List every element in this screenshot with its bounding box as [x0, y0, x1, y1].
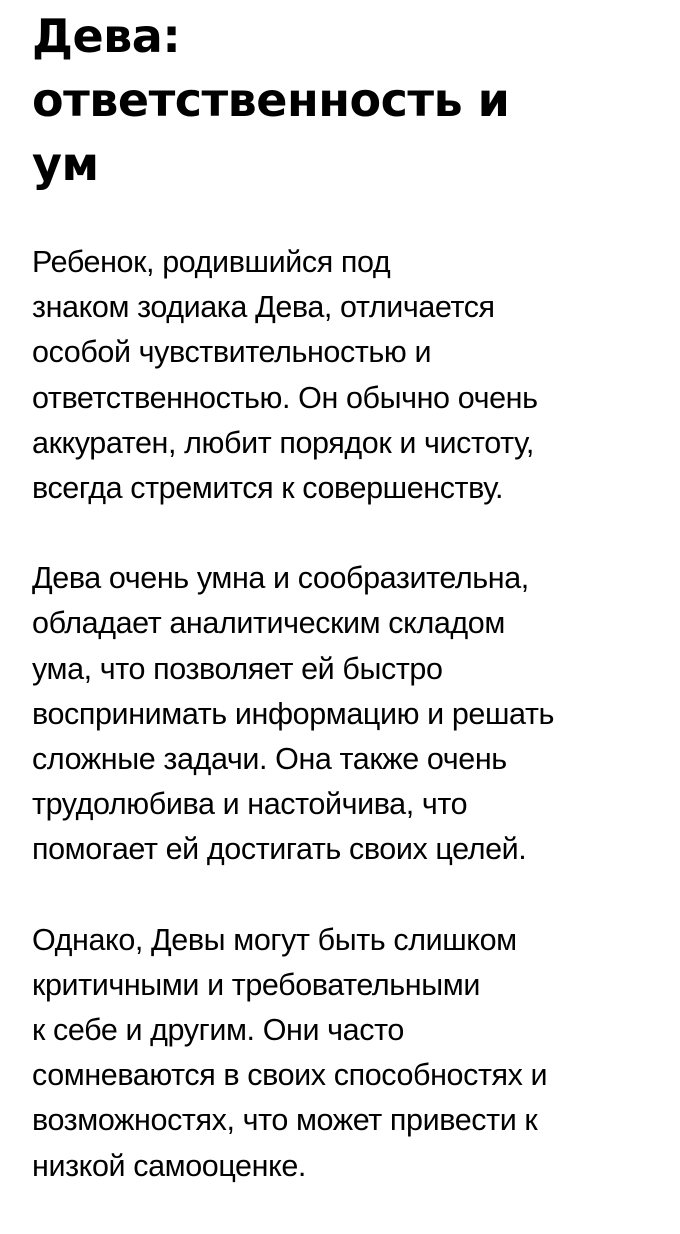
- text-line: обладает аналитическим складом: [32, 606, 505, 641]
- text-line: сомневаются в своих способностях и: [32, 1058, 548, 1093]
- title-line: Дева:: [32, 9, 181, 63]
- text-line: Однако, Девы могут быть слишком: [32, 922, 517, 957]
- text-line: особой чувствительностью и: [32, 335, 432, 370]
- text-line: знаком зодиака Дева, отличается: [32, 290, 495, 325]
- text-line: низкой самооценке.: [32, 1148, 306, 1183]
- text-line: возможностях, что может привести к: [32, 1103, 538, 1138]
- text-line: воспринимать информацию и решать: [32, 696, 555, 731]
- title-line: ум: [32, 137, 99, 191]
- text-line: всегда стремится к совершенству.: [32, 471, 504, 506]
- text-line: к себе и другим. Они часто: [32, 1013, 404, 1048]
- text-line: аккуратен, любит порядок и чистоту,: [32, 425, 534, 460]
- text-line: помогает ей достигать своих целей.: [32, 832, 527, 867]
- text-line: ума, что позволяет ей быстро: [32, 651, 443, 686]
- text-line: Дева очень умна и сообразительна,: [32, 561, 529, 596]
- text-line: ответственностью. Он обычно очень: [32, 380, 538, 415]
- text-line: Ребенок, родившийся под: [32, 245, 391, 279]
- paragraph-1: [32, 240, 662, 511]
- article-title: [32, 0, 662, 196]
- text-line: критичными и требовательными: [32, 967, 480, 1002]
- paragraph-3: [32, 918, 662, 1189]
- text-line: трудолюбива и настойчива, что: [32, 787, 468, 822]
- article: [32, 0, 662, 1234]
- paragraph-2: [32, 556, 662, 872]
- title-line: ответственность и: [32, 73, 510, 127]
- article-body: [32, 240, 662, 1189]
- text-line: сложные задачи. Она также очень: [32, 742, 507, 777]
